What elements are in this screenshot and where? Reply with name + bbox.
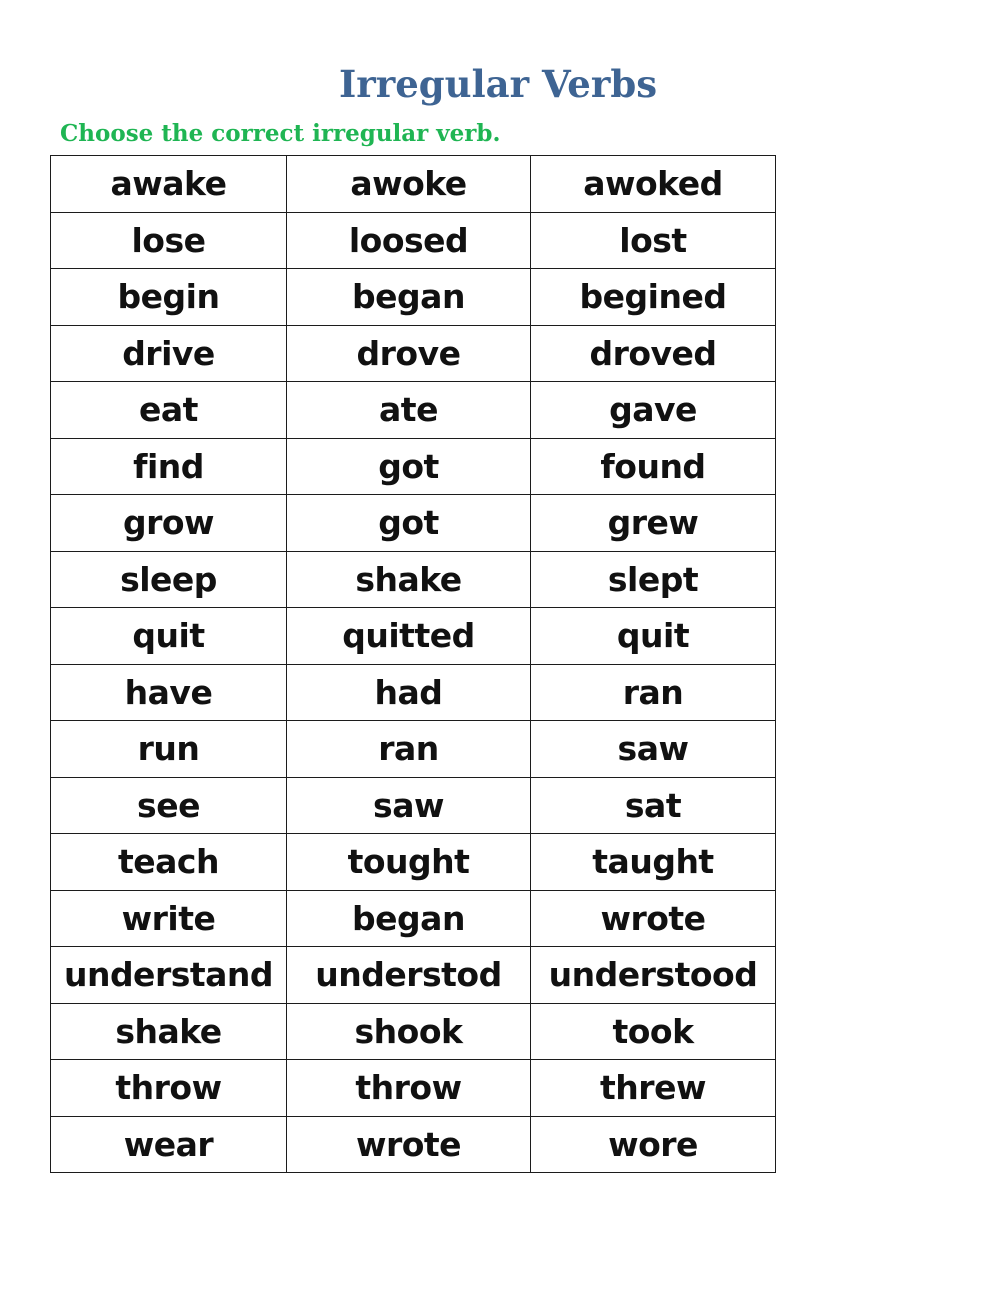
verb-option-cell[interactable]: wrote	[287, 1116, 531, 1173]
verb-option-cell[interactable]: quit	[531, 608, 776, 665]
table-row	[51, 890, 776, 947]
verb-option-cell[interactable]: quitted	[287, 608, 531, 665]
verb-option-cell[interactable]: ran	[287, 721, 531, 778]
verb-option-cell[interactable]: slept	[531, 551, 776, 608]
verb-option-cell[interactable]: shake	[287, 551, 531, 608]
table-row	[51, 664, 776, 721]
verb-option-cell[interactable]: ate	[287, 382, 531, 439]
base-verb-cell: shake	[51, 1003, 287, 1060]
table-row	[51, 834, 776, 891]
base-verb-cell: grow	[51, 495, 287, 552]
verb-option-cell[interactable]: tought	[287, 834, 531, 891]
table-row	[51, 721, 776, 778]
base-verb-cell: eat	[51, 382, 287, 439]
verb-option-cell[interactable]: awoked	[531, 156, 776, 213]
table-row	[51, 212, 776, 269]
verb-option-cell[interactable]: ran	[531, 664, 776, 721]
base-verb-cell: have	[51, 664, 287, 721]
base-verb-cell: awake	[51, 156, 287, 213]
verb-option-cell[interactable]: loosed	[287, 212, 531, 269]
base-verb-cell: see	[51, 777, 287, 834]
verb-option-cell[interactable]: begined	[531, 269, 776, 326]
verb-option-cell[interactable]: got	[287, 438, 531, 495]
verb-option-cell[interactable]: taught	[531, 834, 776, 891]
base-verb-cell: drive	[51, 325, 287, 382]
verb-option-cell[interactable]: began	[287, 269, 531, 326]
table-row	[51, 947, 776, 1004]
verb-option-cell[interactable]: wore	[531, 1116, 776, 1173]
base-verb-cell: sleep	[51, 551, 287, 608]
verb-option-cell[interactable]: had	[287, 664, 531, 721]
instruction-text: Choose the correct irregular verb.	[60, 120, 501, 147]
verb-option-cell[interactable]: saw	[287, 777, 531, 834]
base-verb-cell: wear	[51, 1116, 287, 1173]
verb-option-cell[interactable]: got	[287, 495, 531, 552]
verb-option-cell[interactable]: lost	[531, 212, 776, 269]
verb-option-cell[interactable]: droved	[531, 325, 776, 382]
verb-option-cell[interactable]: throw	[287, 1060, 531, 1117]
verb-option-cell[interactable]: sat	[531, 777, 776, 834]
table-row	[51, 325, 776, 382]
verb-option-cell[interactable]: shook	[287, 1003, 531, 1060]
verb-option-cell[interactable]: began	[287, 890, 531, 947]
page-title: Irregular Verbs	[338, 62, 658, 106]
table-row	[51, 1116, 776, 1173]
verb-table-body	[51, 156, 776, 1173]
base-verb-cell: run	[51, 721, 287, 778]
table-row	[51, 269, 776, 326]
table-row	[51, 382, 776, 439]
table-row	[51, 608, 776, 665]
table-row	[51, 1003, 776, 1060]
verb-table	[50, 155, 776, 1173]
verb-option-cell[interactable]: understod	[287, 947, 531, 1004]
verb-option-cell[interactable]: found	[531, 438, 776, 495]
base-verb-cell: lose	[51, 212, 287, 269]
verb-option-cell[interactable]: wrote	[531, 890, 776, 947]
verb-option-cell[interactable]: understood	[531, 947, 776, 1004]
base-verb-cell: find	[51, 438, 287, 495]
base-verb-cell: understand	[51, 947, 287, 1004]
verb-option-cell[interactable]: awoke	[287, 156, 531, 213]
verb-option-cell[interactable]: grew	[531, 495, 776, 552]
table-row	[51, 438, 776, 495]
verb-option-cell[interactable]: gave	[531, 382, 776, 439]
base-verb-cell: throw	[51, 1060, 287, 1117]
base-verb-cell: teach	[51, 834, 287, 891]
verb-option-cell[interactable]: threw	[531, 1060, 776, 1117]
base-verb-cell: begin	[51, 269, 287, 326]
table-row	[51, 495, 776, 552]
verb-option-cell[interactable]: saw	[531, 721, 776, 778]
verb-option-cell[interactable]: drove	[287, 325, 531, 382]
table-row	[51, 777, 776, 834]
table-row	[51, 551, 776, 608]
table-row	[51, 1060, 776, 1117]
base-verb-cell: quit	[51, 608, 287, 665]
verb-option-cell[interactable]: took	[531, 1003, 776, 1060]
base-verb-cell: write	[51, 890, 287, 947]
table-row	[51, 156, 776, 213]
